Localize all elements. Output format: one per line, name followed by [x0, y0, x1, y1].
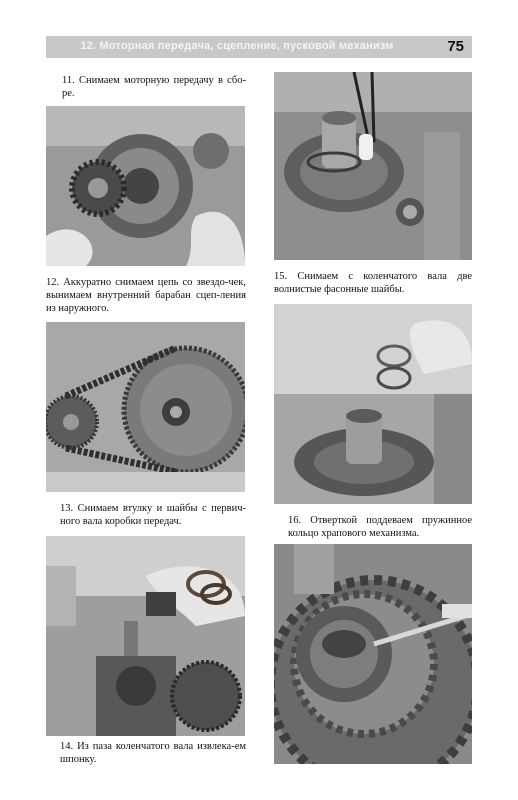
page-header	[46, 36, 472, 58]
ratchet-ring-screwdriver-photo	[274, 544, 472, 764]
caption-number: 12.	[46, 277, 60, 288]
caption-text: Снимаем втулку и шайбы с первич-ного вала коробки передач.	[60, 503, 246, 527]
caption-text: Отверткой поддеваем пружинное кольцо храпового механизма.	[288, 515, 472, 539]
caption-number: 14.	[60, 741, 74, 752]
caption-number: 16.	[288, 515, 302, 526]
caption-15	[274, 270, 472, 296]
crankshaft-washers-photo	[274, 72, 472, 260]
sprocket-chain-photo	[46, 322, 245, 492]
page-number: 75	[447, 38, 464, 55]
clutch-assembly-photo	[46, 106, 245, 266]
caption-12	[46, 276, 246, 315]
crankshaft-key-photo	[274, 304, 472, 504]
caption-number: 11.	[62, 75, 75, 86]
caption-11	[62, 74, 246, 100]
caption-16	[288, 514, 472, 540]
caption-number: 13.	[60, 503, 74, 514]
caption-number: 15.	[274, 271, 288, 282]
caption-text: Снимаем с коленчатого вала две волнистые фасонные шайбы.	[274, 271, 473, 295]
caption-text: Аккуратно снимаем цепь со звездо-чек, вынимаем внутренний барабан сцеп-ления из наружного.	[46, 277, 246, 314]
caption-14	[60, 740, 246, 766]
gearbox-shaft-washers-photo	[46, 536, 245, 736]
caption-13	[60, 502, 246, 528]
caption-text: Из паза коленчатого вала извлека-ем шпонку.	[60, 741, 247, 765]
chapter-title: 12. Моторная передача, сцепление, пусковой механизм	[80, 40, 394, 52]
caption-text: Снимаем моторную передачу в сбо-ре.	[62, 75, 247, 99]
